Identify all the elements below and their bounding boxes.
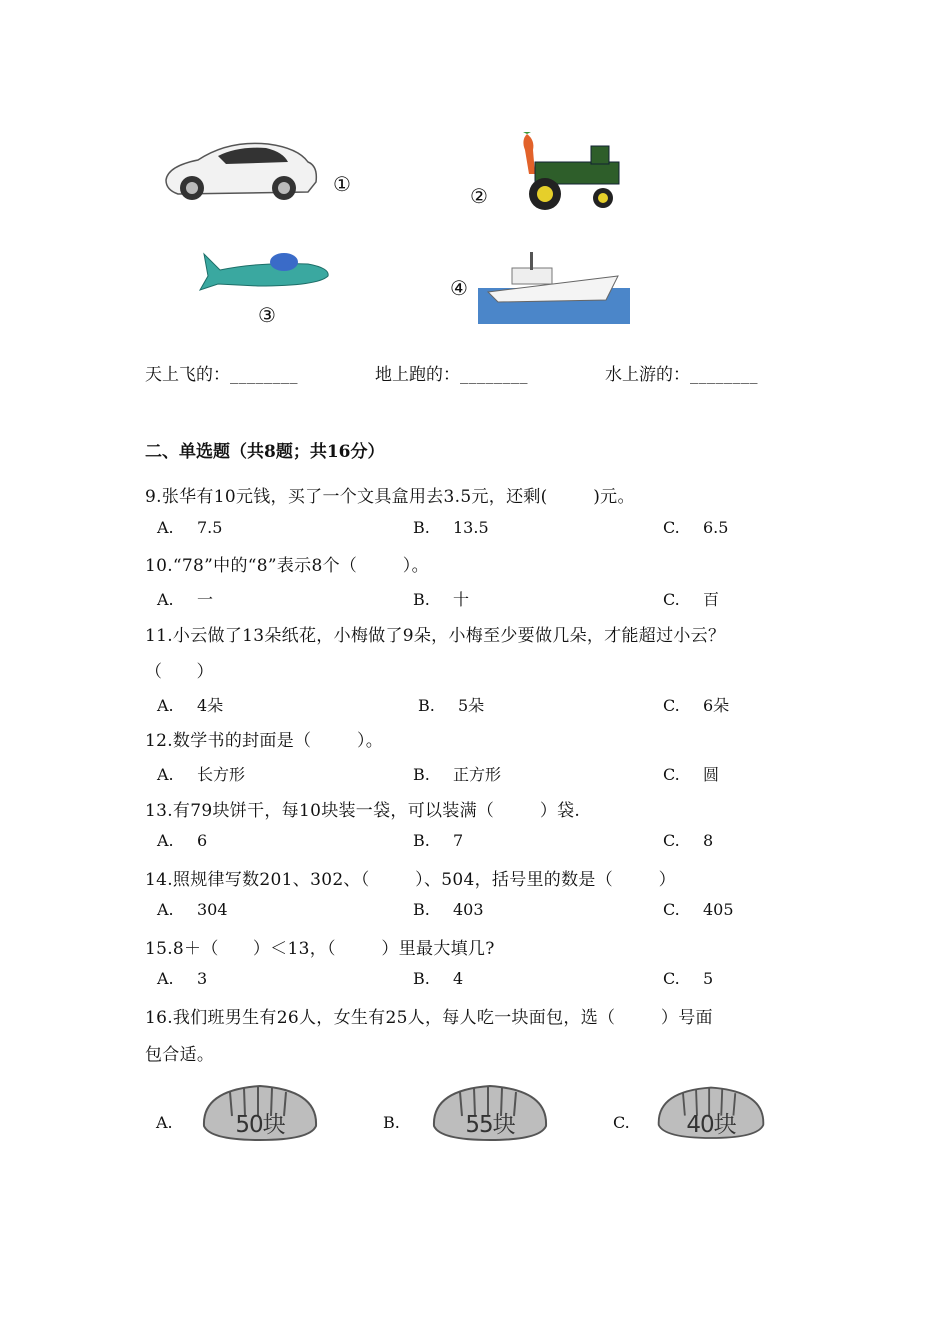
option-key: C. bbox=[663, 518, 680, 537]
option-key: A. bbox=[157, 518, 174, 537]
question-16-line2: 包合适。 bbox=[145, 1045, 215, 1065]
bread-price: 50块 bbox=[235, 1112, 285, 1138]
question-11-line2: （ ） bbox=[145, 662, 214, 682]
option-a[interactable] bbox=[157, 587, 213, 610]
option-key: A. bbox=[157, 590, 174, 609]
option-a[interactable] bbox=[157, 518, 222, 537]
section-title: 二、单选题（共8题；共16分） bbox=[145, 442, 385, 462]
question-13: 13.有79块饼干，每10块装一袋，可以装满（ ）袋. bbox=[145, 801, 581, 821]
option-c[interactable] bbox=[663, 762, 719, 785]
option-a[interactable] bbox=[157, 900, 228, 919]
option-value: 6朵 bbox=[703, 696, 730, 715]
fill-sky bbox=[145, 360, 298, 385]
option-b[interactable] bbox=[413, 969, 463, 988]
question-11: 11.小云做了13朵纸花，小梅做了9朵，小梅至少要做几朵，才能超过小云？ bbox=[145, 626, 726, 646]
option-c[interactable] bbox=[663, 693, 729, 716]
car-image bbox=[158, 132, 338, 212]
fill-water bbox=[605, 360, 758, 385]
option-key: A. bbox=[157, 831, 174, 850]
ship-image bbox=[478, 248, 630, 324]
option-key: C. bbox=[663, 831, 680, 850]
fill-sky-blank[interactable]: ________ bbox=[230, 365, 298, 384]
option-key: A. bbox=[157, 900, 174, 919]
option-a[interactable] bbox=[157, 693, 223, 716]
option-key: A. bbox=[157, 696, 174, 715]
picture-label-1: ① bbox=[333, 172, 351, 196]
option-value: 4 bbox=[453, 969, 464, 988]
option-value: 405 bbox=[703, 900, 734, 919]
fill-land-blank[interactable]: ________ bbox=[460, 365, 528, 384]
option-value: 正方形 bbox=[453, 765, 502, 784]
option-key: C. bbox=[663, 696, 680, 715]
option-value: 十 bbox=[453, 590, 470, 609]
option-value: 百 bbox=[703, 590, 720, 609]
picture-label-3: ③ bbox=[258, 303, 276, 327]
picture-label-2: ② bbox=[470, 184, 488, 208]
option-b[interactable] bbox=[413, 587, 469, 610]
fill-land bbox=[375, 360, 528, 385]
option-b[interactable] bbox=[413, 831, 463, 850]
question-15: 15.8＋（ ）＜13，（ ）里最大填几? bbox=[145, 939, 495, 959]
fill-land-label: 地上跑的： bbox=[375, 365, 460, 385]
option-value: 304 bbox=[197, 900, 228, 919]
option-key: A. bbox=[157, 969, 174, 988]
option-value: 4朵 bbox=[197, 696, 224, 715]
option-c[interactable] bbox=[663, 831, 713, 850]
option-value: 一 bbox=[197, 590, 214, 609]
option-value: 3 bbox=[197, 969, 208, 988]
option-b-key: B. bbox=[383, 1113, 400, 1132]
option-c-key: C. bbox=[613, 1113, 630, 1132]
option-value: 13.5 bbox=[453, 518, 489, 537]
option-value: 7.5 bbox=[197, 518, 223, 537]
option-value: 5朵 bbox=[458, 696, 485, 715]
option-a-bread[interactable] bbox=[200, 1076, 320, 1144]
option-b[interactable] bbox=[413, 518, 489, 537]
option-a-key: A. bbox=[156, 1113, 173, 1132]
option-c[interactable] bbox=[663, 900, 734, 919]
picture-label-4: ④ bbox=[450, 276, 468, 300]
fill-water-label: 水上游的： bbox=[605, 365, 690, 385]
option-key: B. bbox=[413, 518, 430, 537]
option-value: 8 bbox=[703, 831, 714, 850]
fill-water-blank[interactable]: ________ bbox=[690, 365, 758, 384]
option-key: B. bbox=[413, 831, 430, 850]
option-key: B. bbox=[413, 765, 430, 784]
option-key: B. bbox=[413, 969, 430, 988]
option-b-bread[interactable] bbox=[430, 1076, 550, 1144]
option-value: 7 bbox=[453, 831, 464, 850]
question-16: 16.我们班男生有26人，女生有25人，每人吃一块面包，选（ ）号面 bbox=[145, 1008, 713, 1028]
option-c[interactable] bbox=[663, 518, 728, 537]
option-a[interactable] bbox=[157, 831, 207, 850]
option-value: 5 bbox=[703, 969, 714, 988]
option-key: B. bbox=[413, 900, 430, 919]
option-b[interactable] bbox=[413, 900, 484, 919]
option-key: C. bbox=[663, 590, 680, 609]
bread-price: 40块 bbox=[686, 1112, 736, 1138]
question-12: 12.数学书的封面是（ ）。 bbox=[145, 731, 384, 751]
option-key: C. bbox=[663, 765, 680, 784]
option-c[interactable] bbox=[663, 969, 713, 988]
option-value: 长方形 bbox=[197, 765, 246, 784]
option-key: A. bbox=[157, 765, 174, 784]
question-10: 10.“78”中的“8”表示8个（ ）。 bbox=[145, 556, 429, 576]
option-value: 6.5 bbox=[703, 518, 729, 537]
option-a[interactable] bbox=[157, 969, 207, 988]
option-a[interactable] bbox=[157, 762, 245, 785]
option-key: B. bbox=[418, 696, 435, 715]
option-value: 6 bbox=[197, 831, 208, 850]
question-14: 14.照规律写数201、302、（ ）、504，括号里的数是（ ） bbox=[145, 870, 676, 890]
option-c-bread[interactable] bbox=[655, 1076, 767, 1144]
option-key: B. bbox=[413, 590, 430, 609]
option-key: C. bbox=[663, 969, 680, 988]
question-9: 9.张华有10元钱，买了一个文具盒用去3.5元，还剩( )元。 bbox=[145, 487, 635, 507]
airplane-image bbox=[198, 248, 333, 298]
fill-sky-label: 天上飞的： bbox=[145, 365, 230, 385]
option-key: C. bbox=[663, 900, 680, 919]
option-b[interactable] bbox=[418, 693, 484, 716]
option-c[interactable] bbox=[663, 587, 719, 610]
option-b[interactable] bbox=[413, 762, 501, 785]
bread-price: 55块 bbox=[465, 1112, 515, 1138]
tractor-image bbox=[505, 132, 625, 214]
option-value: 圆 bbox=[703, 765, 720, 784]
option-value: 403 bbox=[453, 900, 484, 919]
